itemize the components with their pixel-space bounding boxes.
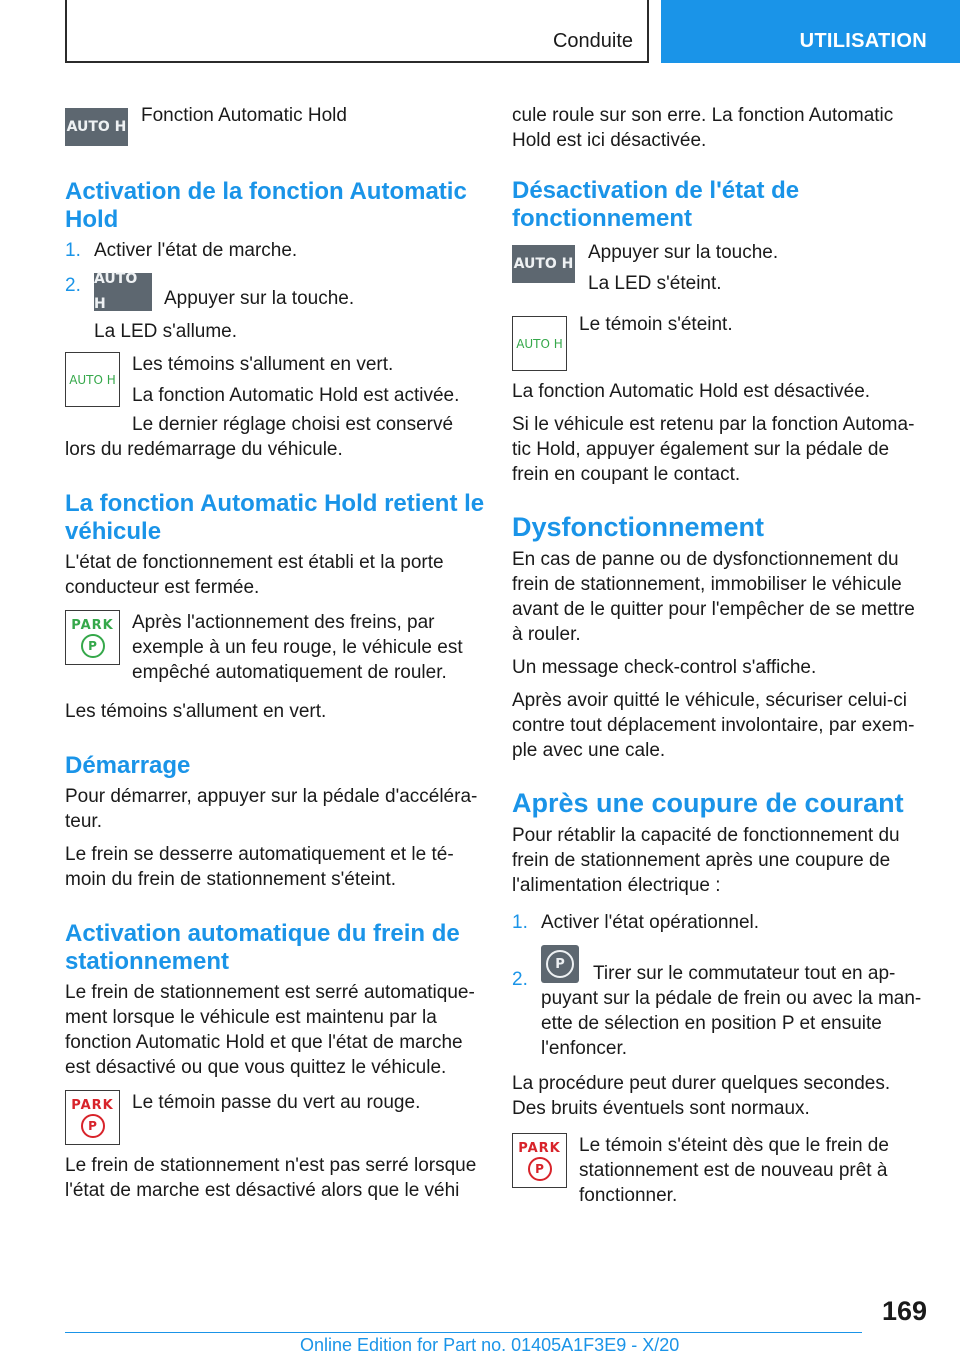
heading-auto-park: Activation automatique du frein de stationnement (65, 920, 460, 975)
heading-demarrage: Démarrage (65, 752, 191, 779)
last-setting-text: Le dernier réglage choisi est conservé lors du redémarrage du véhicule. (65, 414, 454, 460)
auto-hold-button-icon: AUTO H (512, 245, 575, 283)
green-lamp-text: Les témoins s'allument en vert. (132, 354, 394, 375)
deactivated-text: La fonction Automatic Hold est désactivée. (512, 381, 871, 402)
park-lamp-red-icon: PARK P (65, 1090, 120, 1145)
park-ready-row (512, 1133, 922, 1214)
green-lamp-text-2: Les témoins s'allument en vert. (65, 701, 327, 722)
malfunction-text-2: Un message check-control s'affiche. (512, 657, 817, 678)
deactivate-button-row (512, 242, 922, 302)
power-steps (512, 910, 922, 1061)
ready-text: Le témoin s'éteint dès que le frein de stationnement est de nouveau prêt à fonctionner. (579, 1135, 889, 1206)
continuation-text: cule roule sur son erre. La fonction Automatic Hold est ici désactivée. (512, 105, 894, 151)
retient-text: L'état de fonctionnement est établi et la porte conducteur est fermée. (65, 552, 444, 598)
page-number: 169 (881, 1296, 927, 1326)
header-chapter-tab (661, 0, 960, 63)
intro-row (65, 105, 485, 146)
heading-deactivation: Désactivation de l'état de fonctionnement (512, 177, 800, 232)
green-to-red-text: Le témoin passe du vert au rouge. (132, 1092, 421, 1113)
footer-divider (65, 1332, 862, 1333)
intro-label: Fonction Automatic Hold (141, 105, 347, 126)
after-brake-text: Après l'actionnement des freins, par exemple à un feu rouge, le véhicule est empêché automatiquement de rouler. (132, 612, 463, 683)
park-lamp-red-icon: PARK P (512, 1133, 567, 1188)
parking-brake-switch-icon: P (541, 945, 579, 983)
heading-power-cut: Après une coupure de courant (512, 788, 904, 818)
demarrage-text-1: Pour démarrer, appuyer sur la pédale d'accélérateur. (65, 786, 478, 832)
power-step-1: 1. Activer l'état opérationnel. (512, 912, 760, 933)
lamp-off-row (512, 316, 922, 371)
activated-text: La fonction Automatic Hold est activée. (132, 385, 460, 406)
led-off-text: La LED s'éteint. (588, 273, 722, 294)
auto-hold-button-icon: AUTO H (94, 273, 152, 311)
auto-hold-lamp-icon: AUTO H (65, 352, 120, 407)
duration-text: La procédure peut durer quelques secondes. Des bruits éventuels sont normaux. (512, 1073, 891, 1119)
activation-steps (65, 238, 485, 344)
power-cut-text: Pour rétablir la capacité de fonctionnement du frein de stationnement après une coupure de l'alimentation électrique : (512, 825, 900, 896)
heading-activation: Activation de la fonction Automatic Hold (65, 178, 467, 233)
heading-malfunction: Dysfonctionnement (512, 512, 765, 542)
auto-hold-lamp-icon: AUTO H (512, 316, 567, 371)
activation-step-2: 2. AUTO H Appuyer sur la touche. La LED s'allume. (65, 273, 485, 344)
right-column (512, 100, 922, 1222)
footer-edition: Online Edition for Part no. 01405A1F3E9 - X/20 (300, 1335, 680, 1355)
led-on-text: La LED s'allume. (94, 321, 238, 342)
park-green-row (65, 610, 485, 691)
heading-retient: La fonction Automatic Hold retient le véhicule (65, 490, 485, 545)
header-section-title: Conduite (552, 30, 633, 52)
held-text: Si le véhicule est retenu par la fonction Automatic Hold, appuyer également sur la pédale de frein en coupant le contact. (512, 414, 915, 485)
activation-step-1: 1. Activer l'état de marche. (65, 240, 298, 261)
press-button-text: Appuyer sur la touche. (588, 242, 779, 263)
not-applied-text: Le frein de stationnement n'est pas serré lorsque l'état de marche est désactivé alors que le véhi (65, 1155, 477, 1201)
header-section-box (65, 0, 649, 63)
header-chapter-title: UTILISATION (799, 30, 927, 52)
park-red-row (65, 1090, 485, 1145)
park-lamp-green-icon: PARK P (65, 610, 120, 665)
auto-hold-button-icon: AUTO H (65, 108, 128, 146)
malfunction-text-1: En cas de panne ou de dysfonctionnement du frein de stationnement, immobiliser le véhicule avant de le quitter pour l'empêcher de se mettre à rouler. (512, 549, 915, 645)
lamp-off-text: Le témoin s'éteint. (579, 314, 733, 335)
auto-park-text: Le frein de stationnement est serré automatiquement lorsque le véhicule est maintenu par la fonction Automatic Hold et que l'état de marche est désactivé ou que vous quittez le véhicule. (65, 982, 475, 1078)
power-step-2: 2. P Tirer sur le commutateur tout en appuyant sur la pédale de frein ou avec la manette de sélection en position P et ensuite l'enfoncer. (512, 945, 922, 1061)
demarrage-text-2: Le frein se desserre automatiquement et le témoin du frein de stationnement s'éteint. (65, 844, 454, 890)
left-column (65, 100, 485, 1211)
green-lamp-row (65, 352, 485, 414)
malfunction-text-3: Après avoir quitté le véhicule, sécuriser celui-ci contre tout déplacement involontaire, par exemple avec une cale. (512, 690, 915, 761)
